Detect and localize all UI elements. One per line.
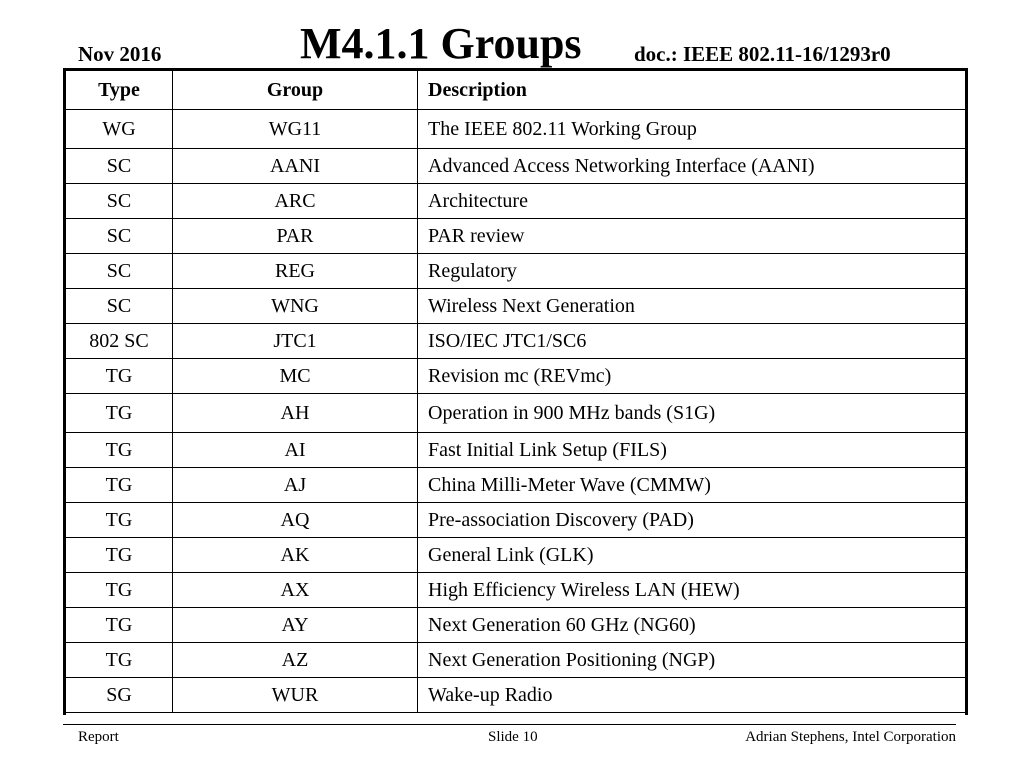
cell-group: AJ [173, 468, 418, 503]
cell-description: Wireless Next Generation [418, 289, 966, 324]
table-row [66, 643, 965, 678]
cell-type: TG [66, 433, 173, 468]
cell-type: TG [66, 394, 173, 433]
column-header-type: Type [66, 71, 173, 110]
cell-type: SG [66, 678, 173, 713]
footer-slide-number: Slide 10 [488, 729, 538, 745]
cell-type: TG [66, 608, 173, 643]
cell-group: ARC [173, 184, 418, 219]
cell-description: Wake-up Radio [418, 678, 966, 713]
table-row [66, 678, 965, 713]
groups-table [66, 71, 965, 713]
cell-description: High Efficiency Wireless LAN (HEW) [418, 573, 966, 608]
table-row [66, 468, 965, 503]
cell-group: AY [173, 608, 418, 643]
cell-type: TG [66, 468, 173, 503]
cell-group: JTC1 [173, 324, 418, 359]
cell-description: Regulatory [418, 254, 966, 289]
table-row [66, 110, 965, 149]
table-header-row [66, 71, 965, 110]
slide-title: M4.1.1 Groups [300, 19, 582, 68]
cell-group: AANI [173, 149, 418, 184]
cell-group: WG11 [173, 110, 418, 149]
cell-type: TG [66, 643, 173, 678]
column-header-group: Group [173, 71, 418, 110]
table-row [66, 573, 965, 608]
cell-description: General Link (GLK) [418, 538, 966, 573]
cell-description: Revision mc (REVmc) [418, 359, 966, 394]
cell-description: PAR review [418, 219, 966, 254]
table-row [66, 359, 965, 394]
cell-type: TG [66, 573, 173, 608]
cell-type: SC [66, 184, 173, 219]
table-row [66, 289, 965, 324]
header-date: Nov 2016 [78, 42, 162, 66]
table-row [66, 149, 965, 184]
cell-type: TG [66, 503, 173, 538]
table-row [66, 608, 965, 643]
cell-group: WUR [173, 678, 418, 713]
cell-group: AK [173, 538, 418, 573]
table-row [66, 433, 965, 468]
cell-type: 802 SC [66, 324, 173, 359]
cell-group: WNG [173, 289, 418, 324]
cell-description: ISO/IEC JTC1/SC6 [418, 324, 966, 359]
cell-description: Pre-association Discovery (PAD) [418, 503, 966, 538]
cell-type: SC [66, 254, 173, 289]
footer-report-label: Report [78, 729, 119, 745]
column-header-description: Description [418, 71, 966, 110]
cell-description: Architecture [418, 184, 966, 219]
table-row [66, 503, 965, 538]
cell-description: The IEEE 802.11 Working Group [418, 110, 966, 149]
table-body [66, 110, 965, 713]
cell-group: AH [173, 394, 418, 433]
cell-type: SC [66, 289, 173, 324]
table-row [66, 324, 965, 359]
footer-divider [63, 724, 956, 725]
cell-group: REG [173, 254, 418, 289]
table-row [66, 394, 965, 433]
cell-group: MC [173, 359, 418, 394]
cell-type: WG [66, 110, 173, 149]
cell-description: Fast Initial Link Setup (FILS) [418, 433, 966, 468]
table-row [66, 254, 965, 289]
table-row [66, 184, 965, 219]
cell-type: TG [66, 359, 173, 394]
cell-description: China Milli-Meter Wave (CMMW) [418, 468, 966, 503]
cell-description: Next Generation 60 GHz (NG60) [418, 608, 966, 643]
cell-type: SC [66, 219, 173, 254]
document-reference: doc.: IEEE 802.11-16/1293r0 [634, 42, 891, 66]
table-row [66, 219, 965, 254]
cell-group: AI [173, 433, 418, 468]
cell-description: Advanced Access Networking Interface (AANI) [418, 149, 966, 184]
cell-group: AX [173, 573, 418, 608]
cell-description: Next Generation Positioning (NGP) [418, 643, 966, 678]
table-row [66, 538, 965, 573]
cell-type: SC [66, 149, 173, 184]
cell-group: AZ [173, 643, 418, 678]
groups-table-frame [63, 68, 968, 715]
footer-author: Adrian Stephens, Intel Corporation [745, 729, 956, 745]
cell-group: AQ [173, 503, 418, 538]
cell-type: TG [66, 538, 173, 573]
cell-description: Operation in 900 MHz bands (S1G) [418, 394, 966, 433]
cell-group: PAR [173, 219, 418, 254]
